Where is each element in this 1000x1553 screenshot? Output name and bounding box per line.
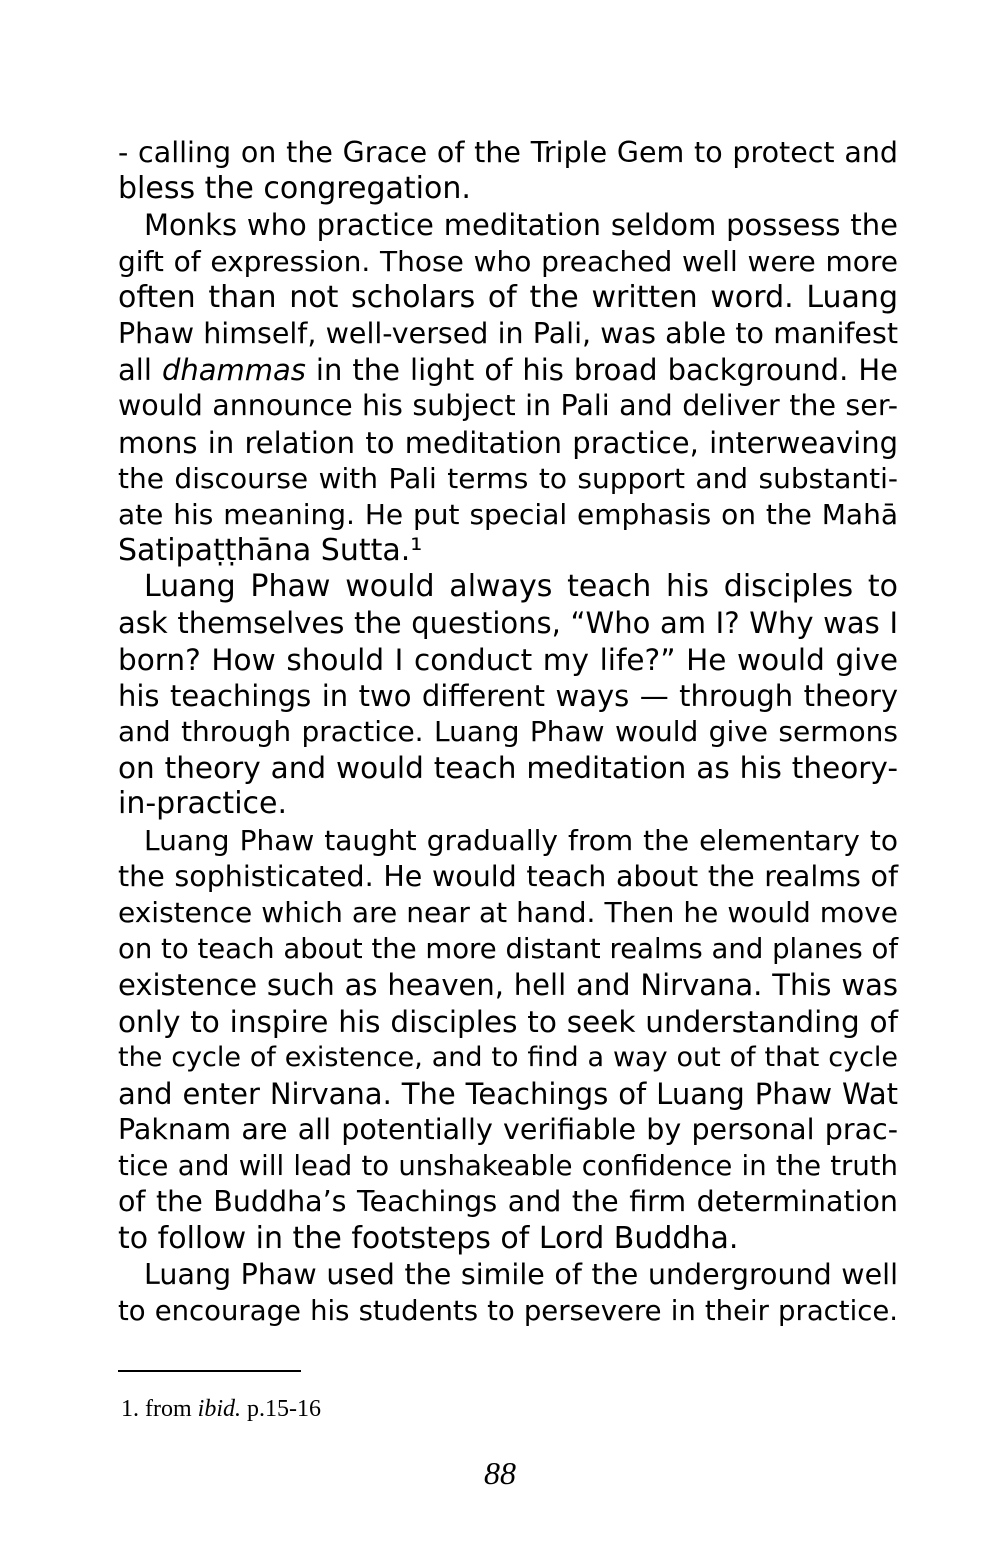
text-line: often than not scholars of the written word. Luang <box>118 279 898 315</box>
text-line: Satipaṭṭhāna Sutta.¹ <box>118 533 423 569</box>
text-line: the discourse with Pali terms to support and substanti- <box>118 461 898 495</box>
footnote-rule <box>118 1370 301 1372</box>
text-line: Luang Phaw taught gradually from the elementary to <box>144 823 898 857</box>
footnote-source: ibid. <box>197 1396 241 1422</box>
text-line: all dhammas in the light of his broad background. He <box>118 353 898 388</box>
text-line: to follow in the footsteps of Lord Buddha. <box>118 1220 739 1256</box>
text-line: and enter Nirvana. The Teachings of Luang Phaw Wat <box>118 1076 898 1111</box>
text-line: Luang Phaw used the simile of the underground well <box>144 1257 898 1291</box>
text-line: Paknam are all potentially verifiable by personal prac- <box>118 1113 898 1147</box>
text-line: existence which are near at hand. Then he would move <box>118 895 898 929</box>
text-line: Monks who practice meditation seldom possess the <box>144 208 898 243</box>
text-line: born? How should I conduct my life?” He would give <box>118 642 898 677</box>
text-line: ate his meaning. He put special emphasis on the Mahā <box>118 497 898 531</box>
text-line: - calling on the Grace of the Triple Gem to protect and <box>118 136 898 169</box>
text-line: gift of expression. Those who preached well were more <box>118 244 898 278</box>
text-line: bless the congregation. <box>118 171 471 207</box>
text-line: Phaw himself, well-versed in Pali, was able to manifest <box>118 316 898 350</box>
text-line: only to inspire his disciples to seek understanding of <box>118 1004 898 1039</box>
text-line: to encourage his students to persevere in their practice. <box>118 1295 898 1327</box>
body-text <box>118 135 898 1329</box>
page-number: 88 <box>484 1455 516 1491</box>
emphasis-term: dhammas <box>161 353 306 388</box>
text-line: of the Buddha’s Teachings and the firm determination <box>118 1185 898 1219</box>
text-line: would announce his subject in Pali and deliver the ser- <box>118 389 898 423</box>
text-line: tice and will lead to unshakeable confidence in the truth <box>118 1150 898 1183</box>
text-line: the cycle of existence, and to find a way out of that cycle <box>118 1041 898 1073</box>
text-line: on to teach about the more distant realms and planes of <box>118 933 898 966</box>
text-line: on theory and would teach meditation as his theory- <box>118 751 898 786</box>
text-line: existence such as heaven, hell and Nirvana. This was <box>118 968 898 1003</box>
footnote-marker: 1. from <box>121 1396 198 1422</box>
text-line: ask themselves the questions, “Who am I? Why was I <box>118 606 898 641</box>
text-line: his teachings in two different ways — through theory <box>118 678 898 713</box>
footnote-pages: p.15-16 <box>241 1396 321 1422</box>
text-line: and through practice. Luang Phaw would give sermons <box>118 715 898 748</box>
text-line: the sophisticated. He would teach about the realms of <box>118 859 898 893</box>
text-line: mons in relation to meditation practice, interweaving <box>118 425 898 460</box>
text-line: in-practice. <box>118 786 288 822</box>
text-line: Luang Phaw would always teach his disciples to <box>144 569 898 605</box>
footnote <box>121 1395 321 1423</box>
